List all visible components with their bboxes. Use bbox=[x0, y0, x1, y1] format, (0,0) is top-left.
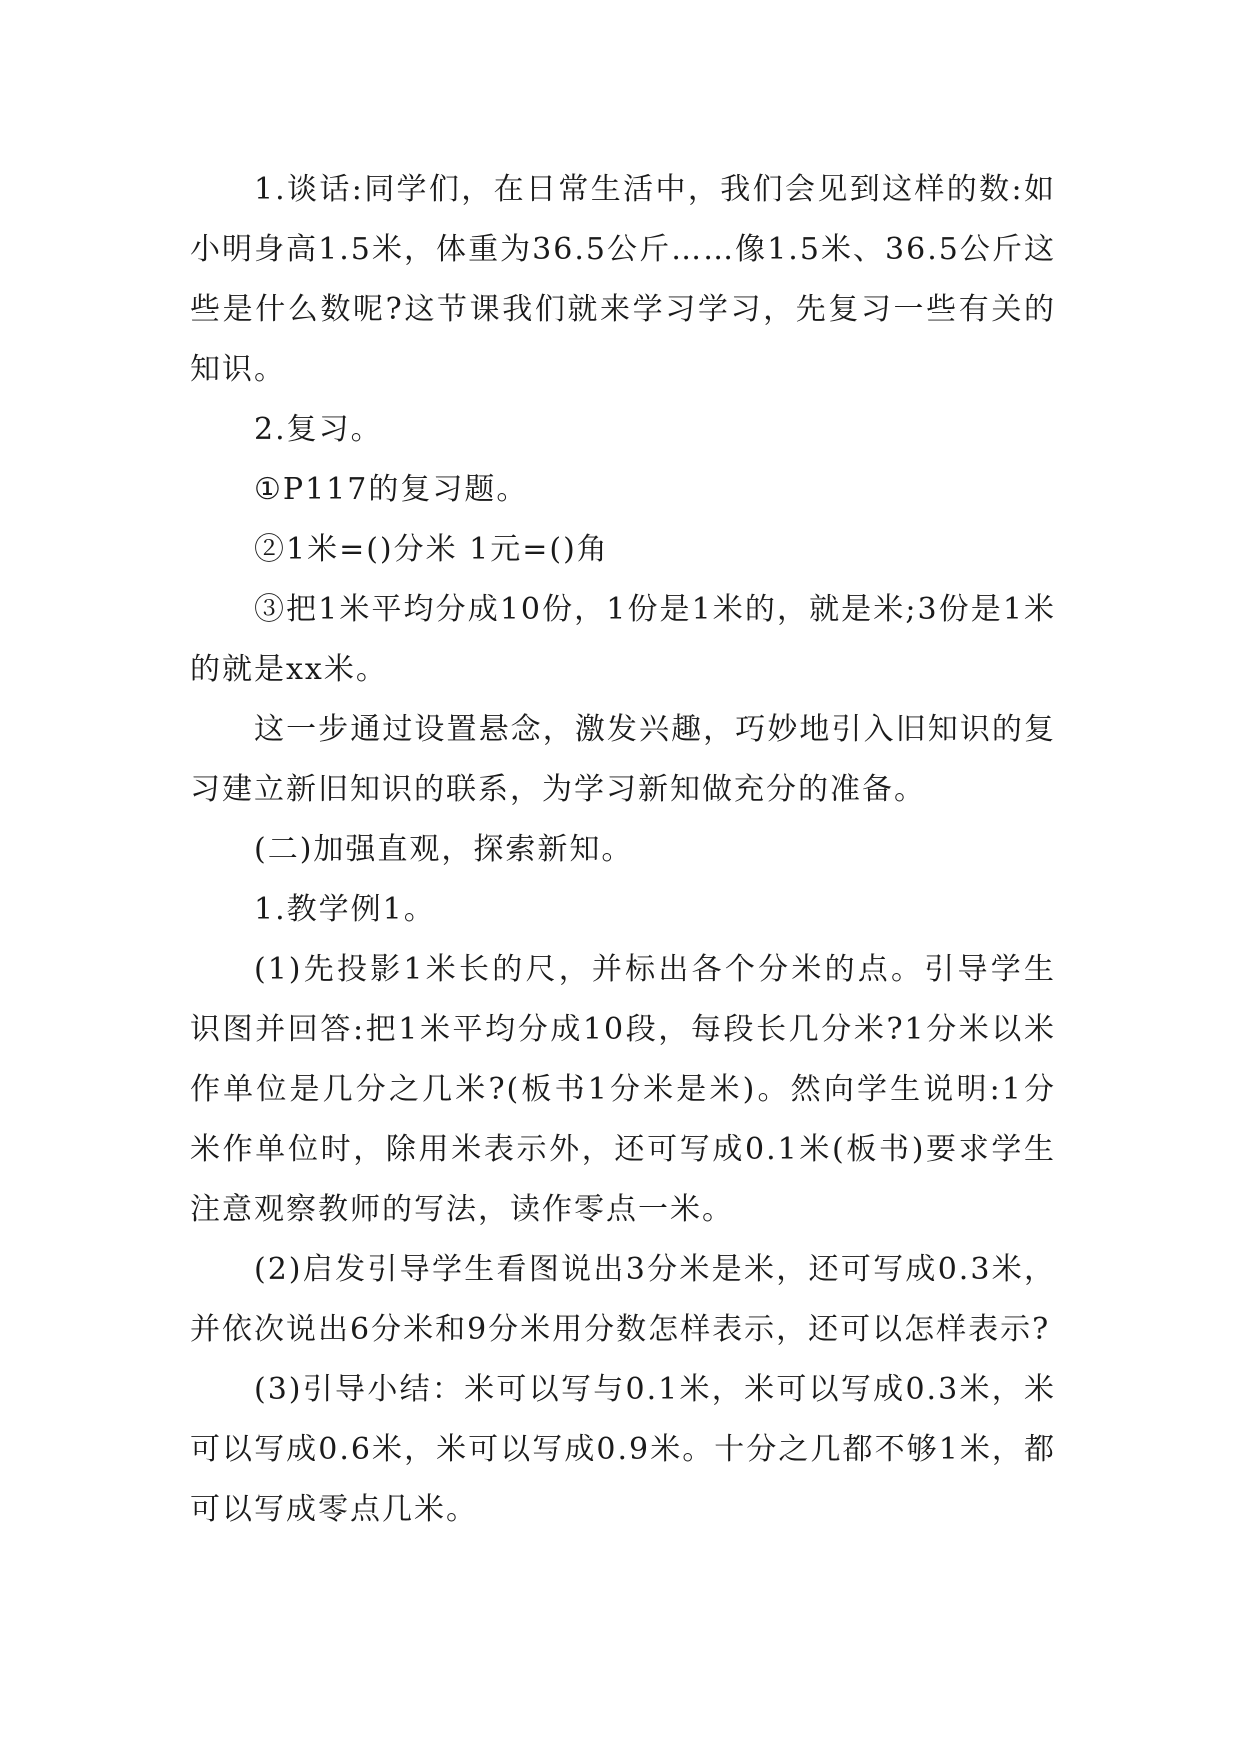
paragraph-example-step-2: (2)启发引导学生看图说出3分米是米，还可写成0.3米，并依次说出6分米和9分米用分数怎样表示，还可以怎样表示? bbox=[190, 1252, 1056, 1347]
paragraph-example-step-1: (1)先投影1米长的尺，并标出各个分米的点。引导学生识图并回答:把1米平均分成10段，每段长几分米?1分米以米作单位是几分之几米?(板书1分米是米)。然向学生说明:1分米作单位时，除用米表示外，还可写成0.1米(板书)要求学生注意观察教师的写法，读作零点一米。 bbox=[190, 952, 1056, 1227]
paragraph-intro-talk: 1.谈话:同学们，在日常生活中，我们会见到这样的数:如小明身高1.5米，体重为36.5公斤……像1.5米、36.5公斤这些是什么数呢?这节课我们就来学习学习，先复习一些有关的知识。 bbox=[190, 172, 1056, 387]
paragraph-example-step-3: (3)引导小结：米可以写与0.1米，米可以写成0.3米，米可以写成0.6米，米可以写成0.9米。十分之几都不够1米，都可以写成零点几米。 bbox=[190, 1372, 1056, 1527]
paragraph-review-item-1: ①P117的复习题。 bbox=[254, 472, 529, 507]
paragraph-review-item-2: ②1米=()分米 1元=()角 bbox=[254, 532, 609, 567]
paragraph-section-heading: (二)加强直观，探索新知。 bbox=[254, 832, 634, 867]
paragraph-review-item-3: ③把1米平均分成10份，1份是1米的，就是米;3份是1米的就是xx米。 bbox=[190, 592, 1056, 687]
paragraph-step-note: 这一步通过设置悬念，激发兴趣，巧妙地引入旧知识的复习建立新旧知识的联系，为学习新知做充分的准备。 bbox=[190, 712, 1056, 807]
document-body bbox=[190, 160, 1056, 1540]
paragraph-example-heading: 1.教学例1。 bbox=[254, 892, 436, 927]
paragraph-review-heading: 2.复习。 bbox=[254, 412, 383, 447]
